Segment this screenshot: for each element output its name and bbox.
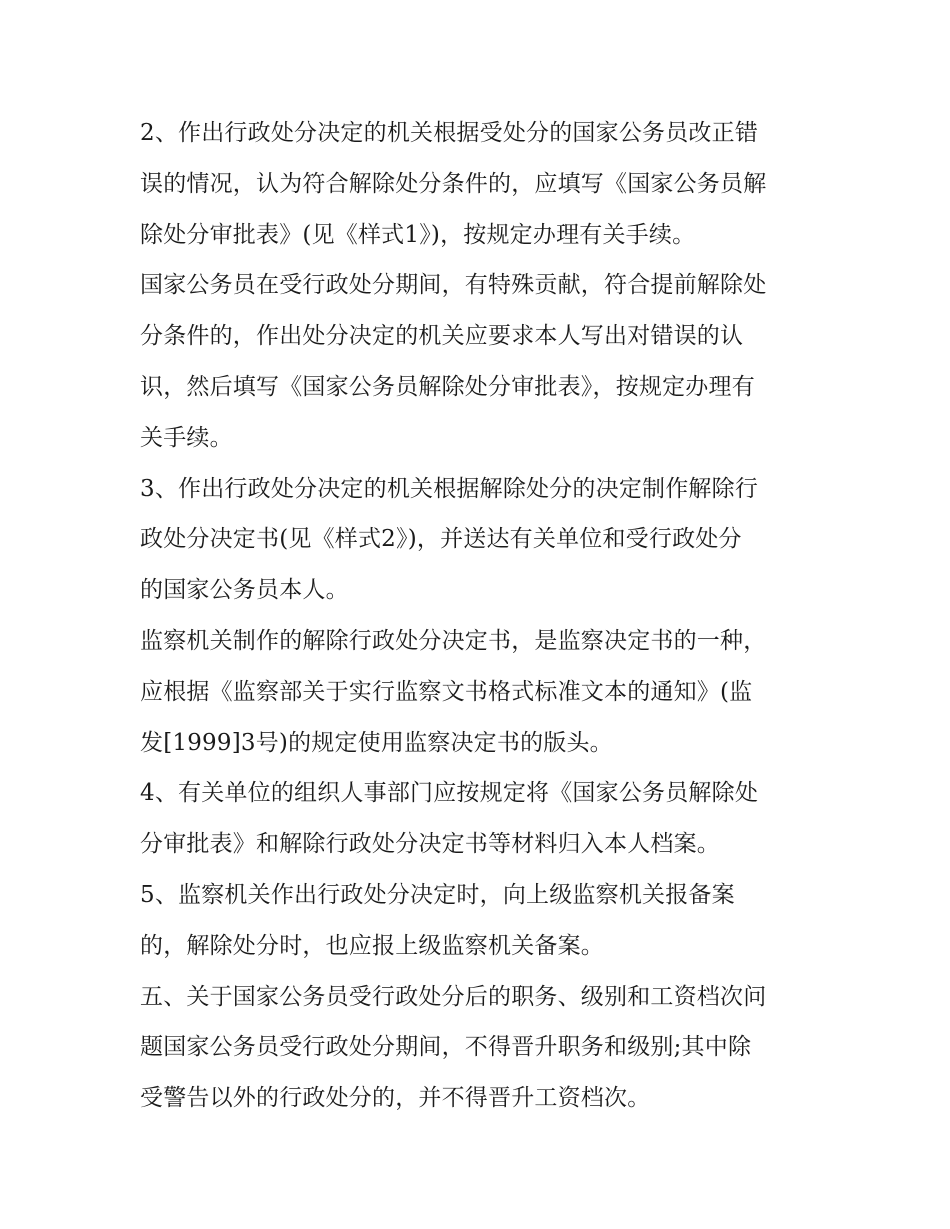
text-line: 除处分审批表》(见《样式1》)，按规定办理有关手续。 xyxy=(140,221,696,248)
text-line: 3、作出行政处分决定的机关根据解除处分的决定制作解除行 xyxy=(140,475,759,502)
text-line: 的，解除处分时，也应报上级监察机关备案。 xyxy=(140,932,604,959)
text-line: 政处分决定书(见《样式2》)，并送达有关单位和受行政处分 xyxy=(140,526,742,553)
text-line: 监察机关制作的解除行政处分决定书，是监察决定书的一种， xyxy=(140,627,767,654)
text-line: 关手续。 xyxy=(140,424,233,451)
text-line: 应根据《监察部关于实行监察文书格式标准文本的通知》(监 xyxy=(140,678,753,705)
text-line: 识，然后填写《国家公务员解除处分审批表》，按规定办理有 xyxy=(140,373,755,400)
text-line: 题国家公务员受行政处分期间，不得晋升职务和级别;其中除 xyxy=(140,1034,752,1061)
text-line: 分条件的，作出处分决定的机关应要求本人写出对错误的认 xyxy=(140,323,744,350)
text-line: 受警告以外的行政处分的，并不得晋升工资档次。 xyxy=(140,1085,651,1112)
text-line: 2、作出行政处分决定的机关根据受处分的国家公务员改正错 xyxy=(140,120,759,146)
document-body xyxy=(140,108,815,1124)
text-line: 五、关于国家公务员受行政处分后的职务、级别和工资档次问 xyxy=(140,983,767,1010)
text-line: 发[1999]3号)的规定使用监察决定书的版头。 xyxy=(140,729,613,756)
text-line: 分审批表》和解除行政处分决定书等材料归入本人档案。 xyxy=(140,831,720,858)
text-line: 误的情况，认为符合解除处分条件的，应填写《国家公务员解 xyxy=(140,170,767,197)
text-line: 5、监察机关作出行政处分决定时，向上级监察机关报备案 xyxy=(140,881,735,908)
text-line: 4、有关单位的组织人事部门应按规定将《国家公务员解除处 xyxy=(140,780,759,807)
text-line: 国家公务员在受行政处分期间，有特殊贡献，符合提前解除处 xyxy=(140,272,767,299)
text-line: 的国家公务员本人。 xyxy=(140,577,349,604)
